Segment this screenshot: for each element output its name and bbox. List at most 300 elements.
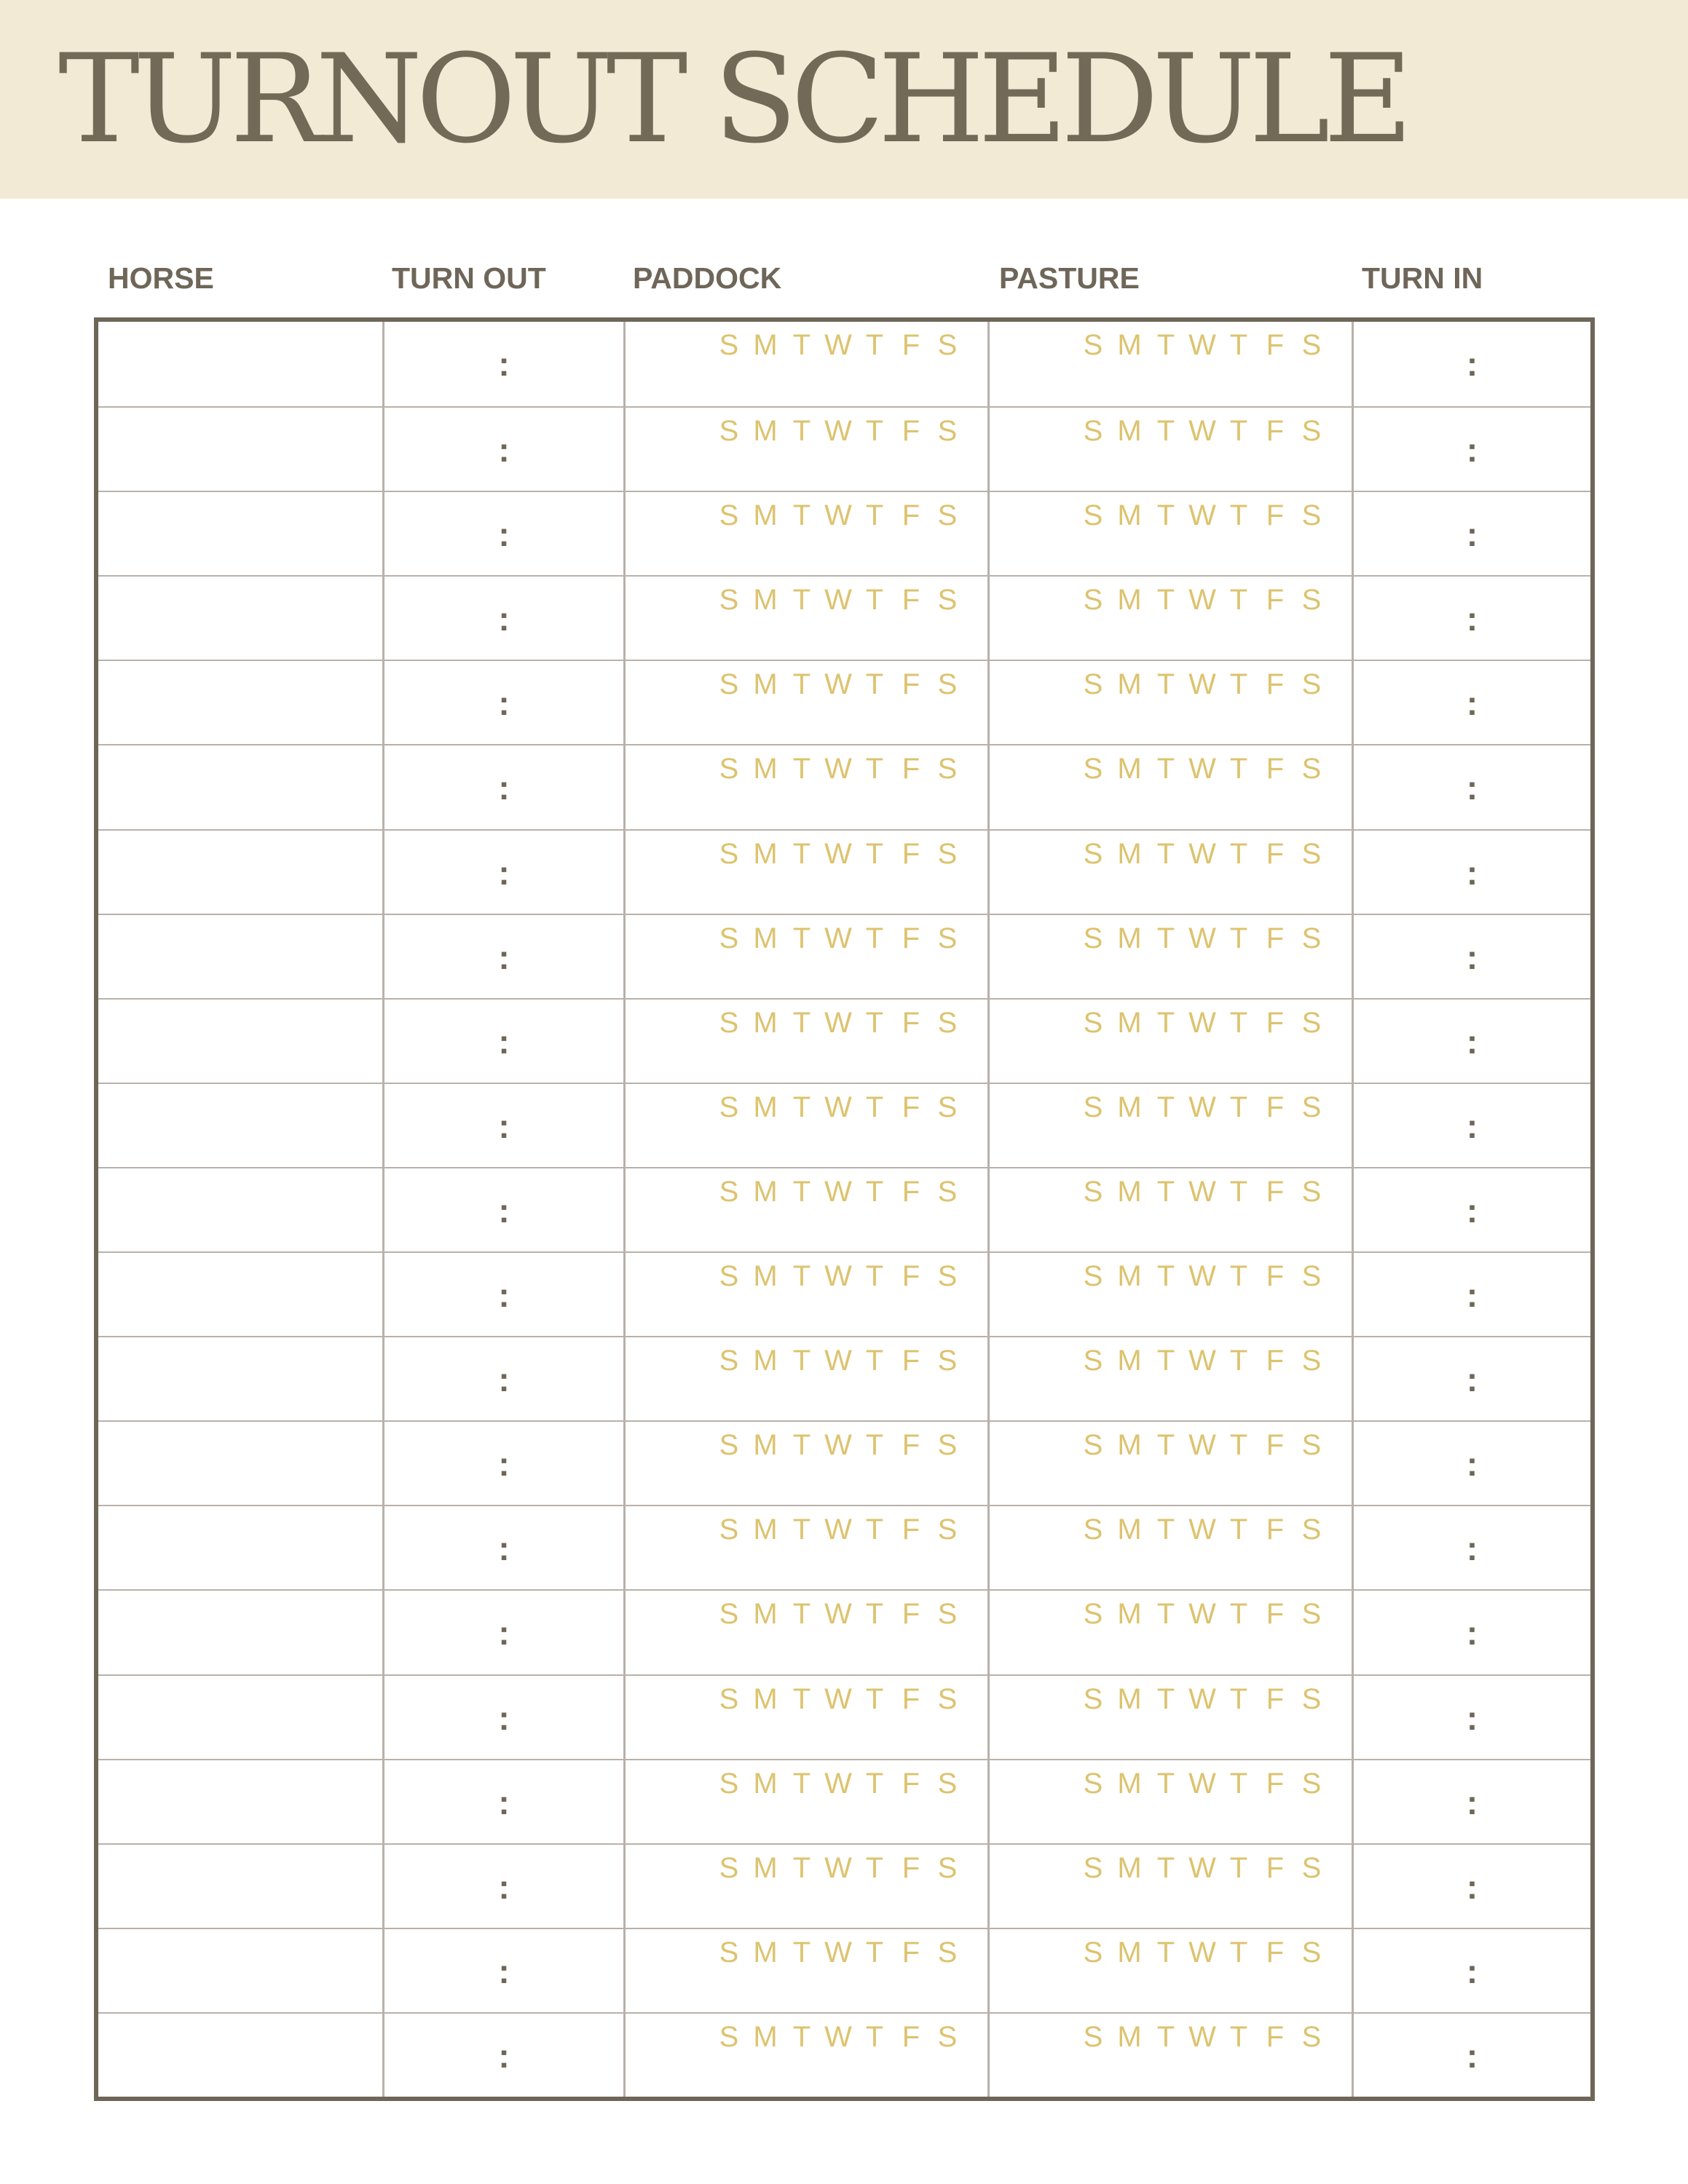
weekday-letter[interactable]: M — [753, 837, 778, 870]
weekday-letter[interactable]: W — [824, 1006, 852, 1039]
weekday-letter[interactable]: M — [1117, 1175, 1142, 1208]
weekday-letter[interactable]: S — [1301, 668, 1322, 701]
turn-out-time-cell[interactable] — [382, 577, 623, 660]
weekday-letter[interactable]: M — [1117, 668, 1142, 701]
weekday-letter[interactable]: T — [1229, 668, 1248, 701]
weekday-letter[interactable]: F — [902, 1345, 920, 1377]
weekday-letter[interactable]: W — [1188, 584, 1216, 617]
weekday-letter[interactable]: T — [1229, 2020, 1248, 2053]
weekday-letter[interactable]: T — [865, 1175, 884, 1208]
weekday-letter[interactable]: S — [1083, 1851, 1103, 1884]
turn-out-time-cell[interactable] — [382, 1000, 623, 1083]
weekday-letter[interactable]: S — [1301, 584, 1322, 617]
weekday-letter[interactable]: S — [937, 1260, 958, 1293]
weekday-letter[interactable]: S — [937, 753, 958, 786]
weekday-letter[interactable]: S — [1301, 1345, 1322, 1377]
weekday-letter[interactable]: F — [902, 1851, 920, 1884]
weekday-letter[interactable]: M — [753, 922, 778, 954]
weekday-letter[interactable]: W — [1188, 1682, 1216, 1715]
weekday-letter[interactable]: T — [1156, 837, 1175, 870]
weekday-letter[interactable]: F — [902, 1936, 920, 1969]
weekday-letter[interactable]: T — [1156, 584, 1175, 617]
weekday-letter[interactable]: T — [1156, 1851, 1175, 1884]
turn-in-time-cell[interactable] — [1352, 745, 1590, 828]
weekday-letter[interactable]: S — [1083, 1429, 1103, 1462]
weekday-letter[interactable]: S — [1083, 668, 1103, 701]
weekday-letter[interactable]: F — [902, 499, 920, 532]
horse-name-cell[interactable] — [98, 408, 382, 491]
weekday-letter[interactable]: S — [719, 1260, 739, 1293]
weekday-letter[interactable]: T — [865, 1682, 884, 1715]
weekday-letter[interactable]: M — [1117, 2020, 1142, 2053]
weekday-letter[interactable]: M — [753, 1260, 778, 1293]
weekday-letter[interactable]: M — [753, 499, 778, 532]
weekday-letter[interactable]: S — [1083, 1682, 1103, 1715]
weekday-letter[interactable]: T — [1156, 1429, 1175, 1462]
weekday-letter[interactable]: F — [1266, 1514, 1285, 1546]
weekday-letter[interactable]: F — [1266, 668, 1285, 701]
weekday-letter[interactable]: M — [753, 415, 778, 448]
turn-in-time-cell[interactable] — [1352, 408, 1590, 491]
weekday-letter[interactable]: S — [1083, 1936, 1103, 1969]
weekday-letter[interactable]: S — [937, 584, 958, 617]
weekday-letter[interactable]: T — [1229, 1345, 1248, 1377]
weekday-letter[interactable]: T — [1229, 1936, 1248, 1969]
turn-out-time-cell[interactable] — [382, 492, 623, 575]
weekday-letter[interactable]: T — [1229, 753, 1248, 786]
weekday-letter[interactable]: S — [719, 415, 739, 448]
weekday-letter[interactable]: F — [1266, 329, 1285, 361]
turn-out-time-cell[interactable] — [382, 408, 623, 491]
weekday-letter[interactable]: F — [1266, 1429, 1285, 1462]
weekday-letter[interactable]: M — [753, 2020, 778, 2053]
weekday-letter[interactable]: T — [1156, 329, 1175, 361]
weekday-letter[interactable]: F — [1266, 753, 1285, 786]
weekday-letter[interactable]: T — [1229, 1682, 1248, 1715]
weekday-letter[interactable]: W — [824, 1091, 852, 1123]
weekday-letter[interactable]: F — [1266, 837, 1285, 870]
weekday-letter[interactable]: F — [1266, 1767, 1285, 1800]
turn-in-time-cell[interactable] — [1352, 2014, 1590, 2097]
weekday-letter[interactable]: S — [937, 668, 958, 701]
weekday-letter[interactable]: W — [824, 499, 852, 532]
weekday-letter[interactable]: T — [865, 1514, 884, 1546]
turn-out-time-cell[interactable] — [382, 1506, 623, 1589]
weekday-letter[interactable]: T — [1229, 499, 1248, 532]
weekday-letter[interactable]: S — [719, 1851, 739, 1884]
turn-in-time-cell[interactable] — [1352, 577, 1590, 660]
weekday-letter[interactable]: F — [902, 1429, 920, 1462]
weekday-letter[interactable]: M — [1117, 1851, 1142, 1884]
weekday-letter[interactable]: S — [719, 922, 739, 954]
weekday-letter[interactable]: T — [792, 1851, 811, 1884]
weekday-letter[interactable]: M — [753, 1682, 778, 1715]
weekday-letter[interactable]: F — [902, 1006, 920, 1039]
weekday-letter[interactable]: S — [1083, 837, 1103, 870]
weekday-letter[interactable]: W — [824, 1260, 852, 1293]
weekday-letter[interactable]: F — [902, 415, 920, 448]
weekday-letter[interactable]: F — [1266, 1936, 1285, 1969]
weekday-letter[interactable]: F — [1266, 415, 1285, 448]
weekday-letter[interactable]: S — [1083, 1345, 1103, 1377]
weekday-letter[interactable]: S — [719, 1598, 739, 1631]
weekday-letter[interactable]: M — [1117, 415, 1142, 448]
weekday-letter[interactable]: F — [902, 753, 920, 786]
weekday-letter[interactable]: F — [1266, 1345, 1285, 1377]
weekday-letter[interactable]: S — [937, 1598, 958, 1631]
weekday-letter[interactable]: M — [753, 1514, 778, 1546]
weekday-letter[interactable]: M — [753, 1767, 778, 1800]
horse-name-cell[interactable] — [98, 1591, 382, 1674]
weekday-letter[interactable]: T — [865, 499, 884, 532]
turn-out-time-cell[interactable] — [382, 745, 623, 828]
weekday-letter[interactable]: S — [937, 922, 958, 954]
weekday-letter[interactable]: S — [937, 1345, 958, 1377]
weekday-letter[interactable]: T — [865, 668, 884, 701]
weekday-letter[interactable]: M — [753, 1851, 778, 1884]
turn-out-time-cell[interactable] — [382, 1337, 623, 1420]
turn-out-time-cell[interactable] — [382, 1591, 623, 1674]
weekday-letter[interactable]: T — [1156, 415, 1175, 448]
weekday-letter[interactable]: T — [792, 753, 811, 786]
weekday-letter[interactable]: S — [1301, 1851, 1322, 1884]
weekday-letter[interactable]: W — [824, 1682, 852, 1715]
weekday-letter[interactable]: M — [1117, 1598, 1142, 1631]
turn-in-time-cell[interactable] — [1352, 1760, 1590, 1843]
weekday-letter[interactable]: F — [1266, 1260, 1285, 1293]
weekday-letter[interactable]: T — [792, 1598, 811, 1631]
weekday-letter[interactable]: S — [1301, 1936, 1322, 1969]
weekday-letter[interactable]: S — [937, 1514, 958, 1546]
turn-in-time-cell[interactable] — [1352, 831, 1590, 914]
weekday-letter[interactable]: W — [1188, 1091, 1216, 1123]
weekday-letter[interactable]: M — [753, 1936, 778, 1969]
weekday-letter[interactable]: S — [1301, 1767, 1322, 1800]
weekday-letter[interactable]: T — [1229, 1767, 1248, 1800]
weekday-letter[interactable]: S — [1083, 1260, 1103, 1293]
turn-out-time-cell[interactable] — [382, 2014, 623, 2097]
weekday-letter[interactable]: S — [1301, 1514, 1322, 1546]
weekday-letter[interactable]: W — [824, 1345, 852, 1377]
weekday-letter[interactable]: T — [792, 499, 811, 532]
horse-name-cell[interactable] — [98, 2014, 382, 2097]
weekday-letter[interactable]: S — [719, 837, 739, 870]
weekday-letter[interactable]: W — [1188, 1006, 1216, 1039]
horse-name-cell[interactable] — [98, 1676, 382, 1759]
weekday-letter[interactable]: S — [937, 1851, 958, 1884]
turn-in-time-cell[interactable] — [1352, 1591, 1590, 1674]
weekday-letter[interactable]: T — [865, 922, 884, 954]
weekday-letter[interactable]: W — [1188, 1260, 1216, 1293]
weekday-letter[interactable]: M — [753, 1091, 778, 1123]
turn-out-time-cell[interactable] — [382, 322, 623, 406]
weekday-letter[interactable]: W — [824, 1429, 852, 1462]
weekday-letter[interactable]: S — [719, 668, 739, 701]
turn-in-time-cell[interactable] — [1352, 1845, 1590, 1928]
weekday-letter[interactable]: S — [1301, 1260, 1322, 1293]
weekday-letter[interactable]: F — [902, 1260, 920, 1293]
weekday-letter[interactable]: W — [1188, 668, 1216, 701]
weekday-letter[interactable]: S — [1301, 1429, 1322, 1462]
turn-in-time-cell[interactable] — [1352, 1506, 1590, 1589]
weekday-letter[interactable]: T — [792, 1091, 811, 1123]
weekday-letter[interactable]: M — [1117, 584, 1142, 617]
weekday-letter[interactable]: W — [824, 1598, 852, 1631]
weekday-letter[interactable]: M — [1117, 499, 1142, 532]
weekday-letter[interactable]: S — [1083, 499, 1103, 532]
horse-name-cell[interactable] — [98, 745, 382, 828]
weekday-letter[interactable]: S — [1301, 1598, 1322, 1631]
weekday-letter[interactable]: M — [1117, 1767, 1142, 1800]
weekday-letter[interactable]: M — [753, 753, 778, 786]
weekday-letter[interactable]: T — [865, 1345, 884, 1377]
weekday-letter[interactable]: T — [1229, 922, 1248, 954]
horse-name-cell[interactable] — [98, 1084, 382, 1167]
weekday-letter[interactable]: S — [1083, 1006, 1103, 1039]
weekday-letter[interactable]: S — [937, 329, 958, 361]
weekday-letter[interactable]: T — [1156, 499, 1175, 532]
weekday-letter[interactable]: W — [1188, 1767, 1216, 1800]
turn-in-time-cell[interactable] — [1352, 1337, 1590, 1420]
weekday-letter[interactable]: W — [1188, 2020, 1216, 2053]
weekday-letter[interactable]: T — [1156, 753, 1175, 786]
weekday-letter[interactable]: S — [1083, 329, 1103, 361]
weekday-letter[interactable]: S — [719, 2020, 739, 2053]
weekday-letter[interactable]: S — [1301, 415, 1322, 448]
turn-in-time-cell[interactable] — [1352, 1000, 1590, 1083]
weekday-letter[interactable]: S — [937, 1175, 958, 1208]
weekday-letter[interactable]: S — [719, 499, 739, 532]
weekday-letter[interactable]: S — [719, 1091, 739, 1123]
turn-in-time-cell[interactable] — [1352, 1676, 1590, 1759]
weekday-letter[interactable]: M — [753, 1598, 778, 1631]
turn-out-time-cell[interactable] — [382, 831, 623, 914]
weekday-letter[interactable]: S — [719, 1514, 739, 1546]
weekday-letter[interactable]: T — [865, 1091, 884, 1123]
weekday-letter[interactable]: S — [1301, 837, 1322, 870]
weekday-letter[interactable]: S — [1083, 584, 1103, 617]
weekday-letter[interactable]: S — [719, 1175, 739, 1208]
horse-name-cell[interactable] — [98, 915, 382, 998]
weekday-letter[interactable]: W — [824, 668, 852, 701]
weekday-letter[interactable]: F — [1266, 1682, 1285, 1715]
weekday-letter[interactable]: S — [937, 1936, 958, 1969]
weekday-letter[interactable]: W — [1188, 1345, 1216, 1377]
turn-in-time-cell[interactable] — [1352, 1422, 1590, 1505]
weekday-letter[interactable]: F — [1266, 1598, 1285, 1631]
weekday-letter[interactable]: W — [824, 1936, 852, 1969]
weekday-letter[interactable]: T — [865, 2020, 884, 2053]
weekday-letter[interactable]: T — [1156, 2020, 1175, 2053]
turn-out-time-cell[interactable] — [382, 1929, 623, 2012]
weekday-letter[interactable]: T — [792, 922, 811, 954]
weekday-letter[interactable]: T — [865, 1260, 884, 1293]
weekday-letter[interactable]: T — [1156, 1767, 1175, 1800]
weekday-letter[interactable]: T — [1229, 1429, 1248, 1462]
weekday-letter[interactable]: T — [1156, 1514, 1175, 1546]
weekday-letter[interactable]: S — [719, 1429, 739, 1462]
weekday-letter[interactable]: W — [1188, 1936, 1216, 1969]
weekday-letter[interactable]: T — [865, 415, 884, 448]
weekday-letter[interactable]: W — [1188, 1598, 1216, 1631]
weekday-letter[interactable]: M — [1117, 922, 1142, 954]
weekday-letter[interactable]: S — [937, 415, 958, 448]
weekday-letter[interactable]: F — [902, 1514, 920, 1546]
weekday-letter[interactable]: W — [1188, 1514, 1216, 1546]
turn-in-time-cell[interactable] — [1352, 322, 1590, 406]
weekday-letter[interactable]: T — [865, 1429, 884, 1462]
weekday-letter[interactable]: F — [902, 1682, 920, 1715]
weekday-letter[interactable]: M — [1117, 1345, 1142, 1377]
weekday-letter[interactable]: T — [792, 1429, 811, 1462]
weekday-letter[interactable]: S — [1301, 1175, 1322, 1208]
weekday-letter[interactable]: T — [865, 329, 884, 361]
weekday-letter[interactable]: S — [719, 753, 739, 786]
weekday-letter[interactable]: S — [719, 1682, 739, 1715]
turn-out-time-cell[interactable] — [382, 915, 623, 998]
weekday-letter[interactable]: T — [1156, 1091, 1175, 1123]
horse-name-cell[interactable] — [98, 492, 382, 575]
weekday-letter[interactable]: W — [1188, 1429, 1216, 1462]
weekday-letter[interactable]: S — [1083, 415, 1103, 448]
horse-name-cell[interactable] — [98, 1000, 382, 1083]
weekday-letter[interactable]: W — [1188, 922, 1216, 954]
weekday-letter[interactable]: S — [719, 1767, 739, 1800]
weekday-letter[interactable]: S — [937, 1091, 958, 1123]
weekday-letter[interactable]: M — [753, 1175, 778, 1208]
weekday-letter[interactable]: T — [1156, 1345, 1175, 1377]
weekday-letter[interactable]: T — [1229, 329, 1248, 361]
weekday-letter[interactable]: W — [824, 1851, 852, 1884]
weekday-letter[interactable]: F — [902, 922, 920, 954]
weekday-letter[interactable]: W — [1188, 329, 1216, 361]
weekday-letter[interactable]: S — [1083, 1091, 1103, 1123]
weekday-letter[interactable]: S — [937, 1429, 958, 1462]
weekday-letter[interactable]: S — [1083, 1767, 1103, 1800]
weekday-letter[interactable]: T — [1156, 922, 1175, 954]
turn-in-time-cell[interactable] — [1352, 1084, 1590, 1167]
horse-name-cell[interactable] — [98, 661, 382, 744]
weekday-letter[interactable]: W — [824, 1175, 852, 1208]
weekday-letter[interactable]: M — [753, 584, 778, 617]
weekday-letter[interactable]: T — [865, 753, 884, 786]
weekday-letter[interactable]: M — [1117, 329, 1142, 361]
weekday-letter[interactable]: T — [865, 837, 884, 870]
weekday-letter[interactable]: T — [865, 584, 884, 617]
weekday-letter[interactable]: T — [792, 1006, 811, 1039]
weekday-letter[interactable]: T — [792, 1260, 811, 1293]
weekday-letter[interactable]: S — [1301, 329, 1322, 361]
weekday-letter[interactable]: S — [1083, 2020, 1103, 2053]
weekday-letter[interactable]: W — [1188, 1851, 1216, 1884]
weekday-letter[interactable]: T — [865, 1006, 884, 1039]
weekday-letter[interactable]: T — [1229, 837, 1248, 870]
weekday-letter[interactable]: T — [1229, 1006, 1248, 1039]
weekday-letter[interactable]: S — [1301, 1006, 1322, 1039]
weekday-letter[interactable]: T — [792, 1936, 811, 1969]
turn-out-time-cell[interactable] — [382, 1422, 623, 1505]
weekday-letter[interactable]: M — [753, 1429, 778, 1462]
weekday-letter[interactable]: F — [1266, 922, 1285, 954]
weekday-letter[interactable]: T — [865, 1851, 884, 1884]
turn-in-time-cell[interactable] — [1352, 492, 1590, 575]
horse-name-cell[interactable] — [98, 1422, 382, 1505]
weekday-letter[interactable]: T — [1229, 1598, 1248, 1631]
weekday-letter[interactable]: F — [1266, 1006, 1285, 1039]
horse-name-cell[interactable] — [98, 1929, 382, 2012]
horse-name-cell[interactable] — [98, 1845, 382, 1928]
weekday-letter[interactable]: T — [792, 1345, 811, 1377]
weekday-letter[interactable]: M — [753, 668, 778, 701]
weekday-letter[interactable]: M — [1117, 1514, 1142, 1546]
turn-out-time-cell[interactable] — [382, 1084, 623, 1167]
weekday-letter[interactable]: W — [824, 2020, 852, 2053]
weekday-letter[interactable]: S — [1301, 922, 1322, 954]
weekday-letter[interactable]: F — [1266, 1091, 1285, 1123]
weekday-letter[interactable]: M — [1117, 1091, 1142, 1123]
weekday-letter[interactable]: W — [824, 584, 852, 617]
weekday-letter[interactable]: F — [1266, 1175, 1285, 1208]
horse-name-cell[interactable] — [98, 322, 382, 406]
weekday-letter[interactable]: M — [1117, 1936, 1142, 1969]
weekday-letter[interactable]: M — [1117, 837, 1142, 870]
turn-out-time-cell[interactable] — [382, 1168, 623, 1251]
horse-name-cell[interactable] — [98, 1337, 382, 1420]
weekday-letter[interactable]: T — [792, 1767, 811, 1800]
weekday-letter[interactable]: T — [792, 2020, 811, 2053]
weekday-letter[interactable]: M — [1117, 1260, 1142, 1293]
weekday-letter[interactable]: S — [1301, 753, 1322, 786]
weekday-letter[interactable]: T — [1156, 1598, 1175, 1631]
weekday-letter[interactable]: F — [902, 1091, 920, 1123]
weekday-letter[interactable]: W — [1188, 837, 1216, 870]
weekday-letter[interactable]: S — [937, 499, 958, 532]
turn-in-time-cell[interactable] — [1352, 1168, 1590, 1251]
weekday-letter[interactable]: T — [792, 329, 811, 361]
weekday-letter[interactable]: M — [1117, 1429, 1142, 1462]
weekday-letter[interactable]: M — [753, 1006, 778, 1039]
weekday-letter[interactable]: S — [937, 1682, 958, 1715]
turn-in-time-cell[interactable] — [1352, 1253, 1590, 1336]
weekday-letter[interactable]: M — [753, 1345, 778, 1377]
weekday-letter[interactable]: W — [1188, 499, 1216, 532]
weekday-letter[interactable]: S — [719, 1345, 739, 1377]
weekday-letter[interactable]: F — [902, 837, 920, 870]
weekday-letter[interactable]: S — [1083, 1598, 1103, 1631]
weekday-letter[interactable]: S — [1301, 2020, 1322, 2053]
weekday-letter[interactable]: T — [1229, 1091, 1248, 1123]
turn-out-time-cell[interactable] — [382, 1845, 623, 1928]
weekday-letter[interactable]: F — [902, 668, 920, 701]
turn-out-time-cell[interactable] — [382, 1253, 623, 1336]
weekday-letter[interactable]: W — [1188, 1175, 1216, 1208]
weekday-letter[interactable]: S — [719, 1936, 739, 1969]
weekday-letter[interactable]: W — [1188, 753, 1216, 786]
weekday-letter[interactable]: T — [1156, 668, 1175, 701]
weekday-letter[interactable]: T — [1156, 1175, 1175, 1208]
weekday-letter[interactable]: T — [792, 1682, 811, 1715]
weekday-letter[interactable]: T — [1156, 1936, 1175, 1969]
weekday-letter[interactable]: F — [902, 329, 920, 361]
weekday-letter[interactable]: T — [1156, 1260, 1175, 1293]
weekday-letter[interactable]: T — [1229, 1260, 1248, 1293]
turn-in-time-cell[interactable] — [1352, 1929, 1590, 2012]
weekday-letter[interactable]: T — [792, 415, 811, 448]
turn-out-time-cell[interactable] — [382, 661, 623, 744]
weekday-letter[interactable]: F — [1266, 584, 1285, 617]
weekday-letter[interactable]: T — [1229, 584, 1248, 617]
weekday-letter[interactable]: F — [902, 1175, 920, 1208]
